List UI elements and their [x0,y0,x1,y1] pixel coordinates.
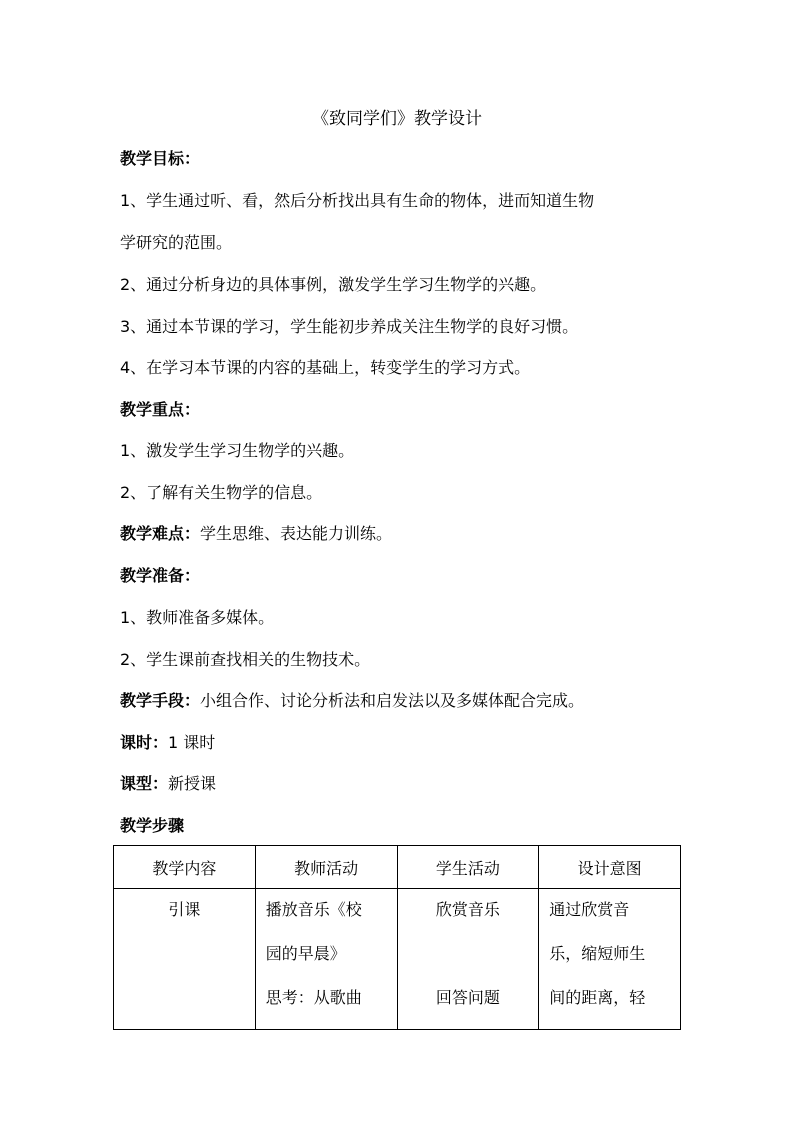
column-header-student: 学生活动 [397,846,539,889]
objectives-heading: 教学目标： [120,149,201,168]
cell-teacher-line-1: 播放音乐《校 [265,900,362,919]
lesson-type-label: 课型： [120,774,169,793]
preparation-heading: 教学准备： [120,566,201,585]
cell-teacher-line-3: 思考：从歌曲 [265,988,362,1007]
cell-content-line-1: 引课 [168,900,201,919]
key-point-item-2: 2、了解有关生物学的信息。 [120,483,323,502]
cell-teacher-line-2: 园的早晨》 [265,944,346,963]
means-value: 小组合作、讨论分析法和启发法以及多媒体配合完成。 [200,691,585,710]
difficulty-line [120,522,700,546]
preparation-item-2: 2、学生课前查找相关的生物技术。 [120,650,371,669]
key-points-heading: 教学重点： [120,400,201,419]
means-label: 教学手段： [120,691,201,710]
key-point-item-1: 1、激发学生学习生物学的兴趣。 [120,441,355,460]
objective-item-1: 1、学生通过听、看，然后分析找出具有生命的物体，进而知道生物 [120,191,595,210]
lesson-type-line [120,772,700,796]
period-line [120,731,700,755]
column-header-teacher: 教师活动 [255,846,397,889]
cell-student-line-3: 回答问题 [435,988,500,1007]
table-header-row [114,846,681,889]
objective-item-4: 4、在学习本节课的内容的基础上，转变学生的学习方式。 [120,358,531,377]
objective-item-2: 2、通过分析身边的具体事例，激发学生学习生物学的兴趣。 [120,275,547,294]
cell-student-line-1: 欣赏音乐 [435,900,500,919]
cell-teacher [255,889,397,1030]
lesson-type-value: 新授课 [168,774,217,793]
column-header-content: 教学内容 [114,846,256,889]
difficulty-label: 教学难点： [120,524,201,543]
objective-item-1-cont: 学研究的范围。 [120,233,233,252]
cell-intent-line-3: 间的距离，轻 [549,988,646,1007]
means-line [120,689,700,713]
table-row [114,889,681,1030]
period-label: 课时： [120,733,169,752]
steps-heading: 教学步骤 [120,816,185,835]
cell-intent-line-2: 乐，缩短师生 [549,944,646,963]
preparation-item-1: 1、教师准备多媒体。 [120,608,275,627]
column-header-intent: 设计意图 [539,846,681,889]
cell-student-line-2 [398,941,539,985]
cell-content [114,889,256,1030]
cell-intent [539,889,681,1030]
objective-item-3: 3、通过本节课的学习，学生能初步养成关注生物学的良好习惯。 [120,317,579,336]
teaching-steps-table [113,845,681,1030]
cell-intent-line-1: 通过欣赏音 [549,900,630,919]
cell-student [397,889,539,1030]
document-title: 《致同学们》教学设计 [312,109,482,129]
period-value: 1 课时 [168,733,216,752]
difficulty-value: 学生思维、表达能力训练。 [200,524,393,543]
